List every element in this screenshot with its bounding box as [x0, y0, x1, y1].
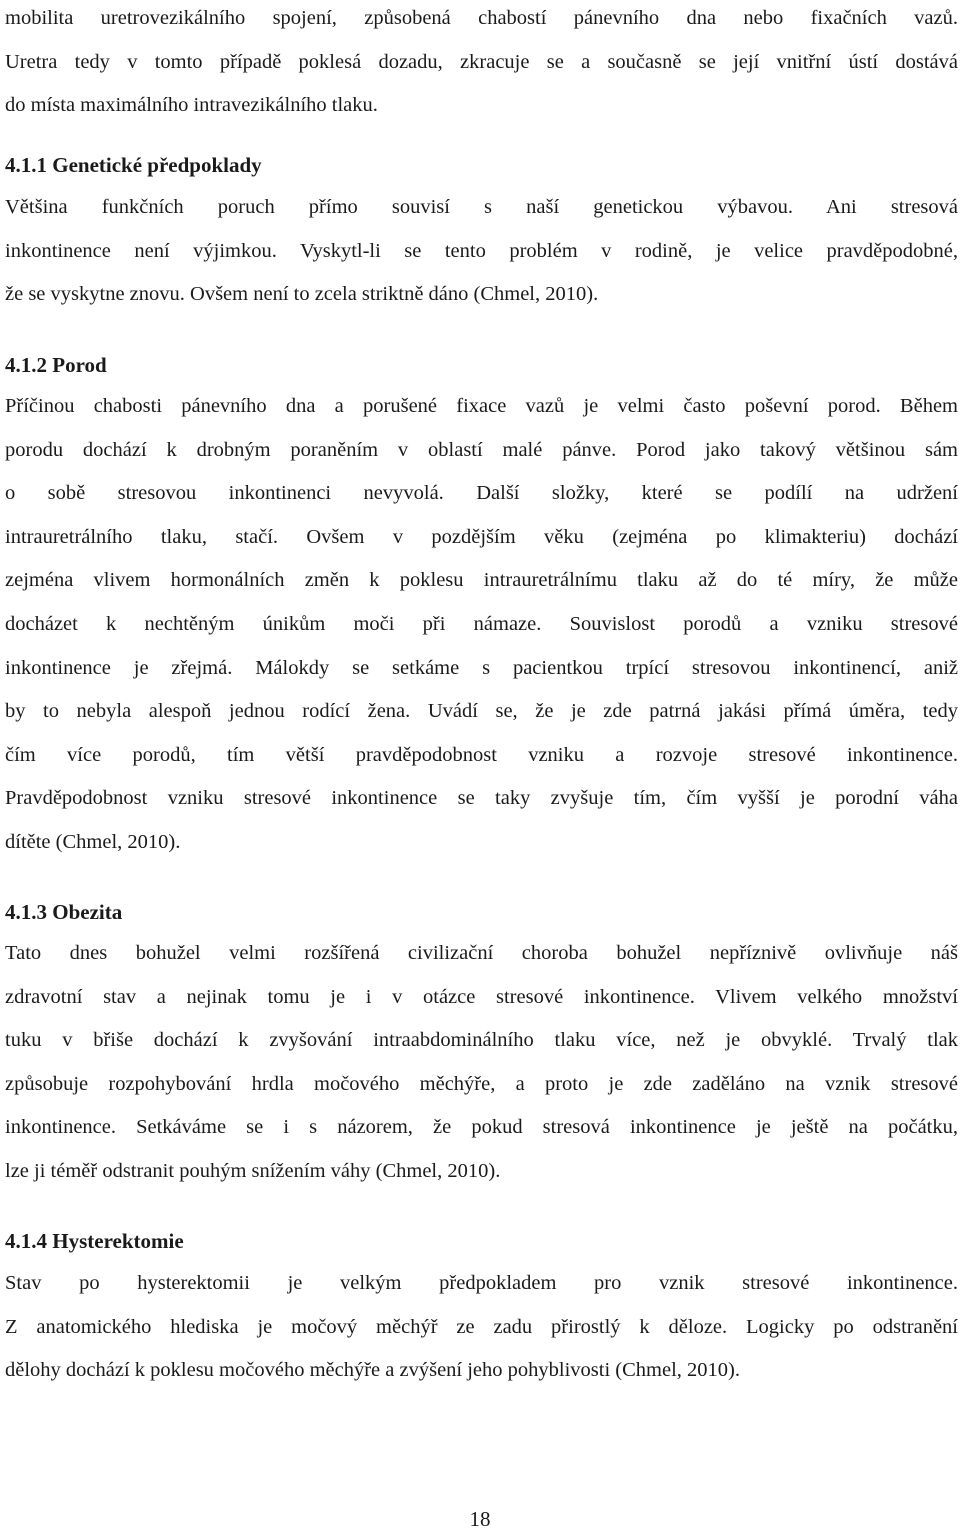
section-paragraph-obesity [5, 932, 958, 1194]
text-line: čím více porodů, tím větší pravděpodobnost vzniku a rozvoje stresové inkontinence. [5, 743, 958, 766]
text-line: mobilita uretrovezikálního spojení, způsobená chabostí pánevního dna nebo fixačních vazů. [5, 7, 958, 29]
text-line: dítěte (Chmel, 2010). [5, 830, 181, 853]
section-heading-obesity: 4.1.3 Obezita [5, 900, 123, 924]
text-line: Příčinou chabosti pánevního dna a porušené fixace vazů je velmi často poševní porod. Během [5, 395, 958, 417]
text-line: intrauretrálního tlaku, stačí. Ovšem v pozdějším věku (zejména po klimakteriu) dochází [5, 525, 958, 548]
section-heading-birth: 4.1.2 Porod [5, 353, 107, 377]
intro-paragraph [5, 0, 958, 128]
text-line: by to nebyla alespoň jednou rodící žena. Uvádí se, že je zde patrná jakási přímá úměra, tedy [5, 700, 958, 723]
text-line: Stav po hysterektomii je velkým předpokladem pro vznik stresové inkontinence. [5, 1272, 958, 1294]
text-line: Z anatomického hlediska je močový měchýř ze zadu přirostlý k děloze. Logicky po odstranění [5, 1315, 958, 1338]
section-paragraph-genetic [5, 186, 958, 317]
text-line: porodu dochází k drobným poraněním v oblastí malé pánve. Porod jako takový většinou sám [5, 438, 958, 461]
text-line: inkontinence není výjimkou. Vyskytl-li se tento problém v rodině, je velice pravděpodobné, [5, 239, 958, 262]
text-line: inkontinence je zřejmá. Málokdy se setkáme s pacientkou trpící stresovou inkontinencí, aniž [5, 656, 958, 679]
section-paragraph-hysterectomy [5, 1262, 958, 1393]
text-line: inkontinence. Setkáváme se i s názorem, že pokud stresová inkontinence je ještě na počátku, [5, 1116, 958, 1139]
text-line: tuku v břiše dochází k zvyšování intraabdominálního tlaku více, než je obvyklé. Trvalý tlak [5, 1029, 958, 1052]
section-heading-genetic: 4.1.1 Genetické předpoklady [5, 153, 262, 177]
text-line: Tato dnes bohužel velmi rozšířená civilizační choroba bohužel nepříznivě ovlivňuje náš [5, 942, 958, 964]
text-line: dělohy dochází k poklesu močového měchýře a zvýšení jeho pohyblivosti (Chmel, 2010). [5, 1359, 740, 1382]
text-line: Většina funkčních poruch přímo souvisí s naší genetickou výbavou. Ani stresová [5, 196, 958, 218]
text-line: lze ji téměř odstranit pouhým snížením váhy (Chmel, 2010). [5, 1159, 501, 1182]
text-line: Pravděpodobnost vzniku stresové inkontinence se taky zvyšuje tím, čím vyšší je porodní váha [5, 787, 958, 810]
text-line: že se vyskytne znovu. Ovšem není to zcela striktně dáno (Chmel, 2010). [5, 283, 599, 306]
page-number: 18 [469, 1507, 491, 1531]
text-line: do místa maximálního intravezikálního tlaku. [5, 94, 378, 117]
text-line: způsobuje rozpohybování hrdla močového měchýře, a proto je zde zaděláno na vznik stresové [5, 1072, 958, 1095]
text-line: docházet k nechtěným únikům moči při námaze. Souvislost porodů a vzniku stresové [5, 612, 958, 635]
text-line: o sobě stresovou inkontinenci nevyvolá. Další složky, které se podílí na udržení [5, 482, 958, 505]
text-line: Uretra tedy v tomto případě poklesá dozadu, zkracuje se a současně se její vnitřní ústí dostává [5, 50, 958, 73]
section-heading-hysterectomy: 4.1.4 Hysterektomie [5, 1229, 184, 1253]
text-line: zdravotní stav a nejinak tomu je i v otázce stresové inkontinence. Vlivem velkého množství [5, 985, 958, 1008]
section-paragraph-birth [5, 385, 958, 865]
text-line: zejména vlivem hormonálních změn k poklesu intrauretrálnímu tlaku až do té míry, že může [5, 569, 958, 592]
